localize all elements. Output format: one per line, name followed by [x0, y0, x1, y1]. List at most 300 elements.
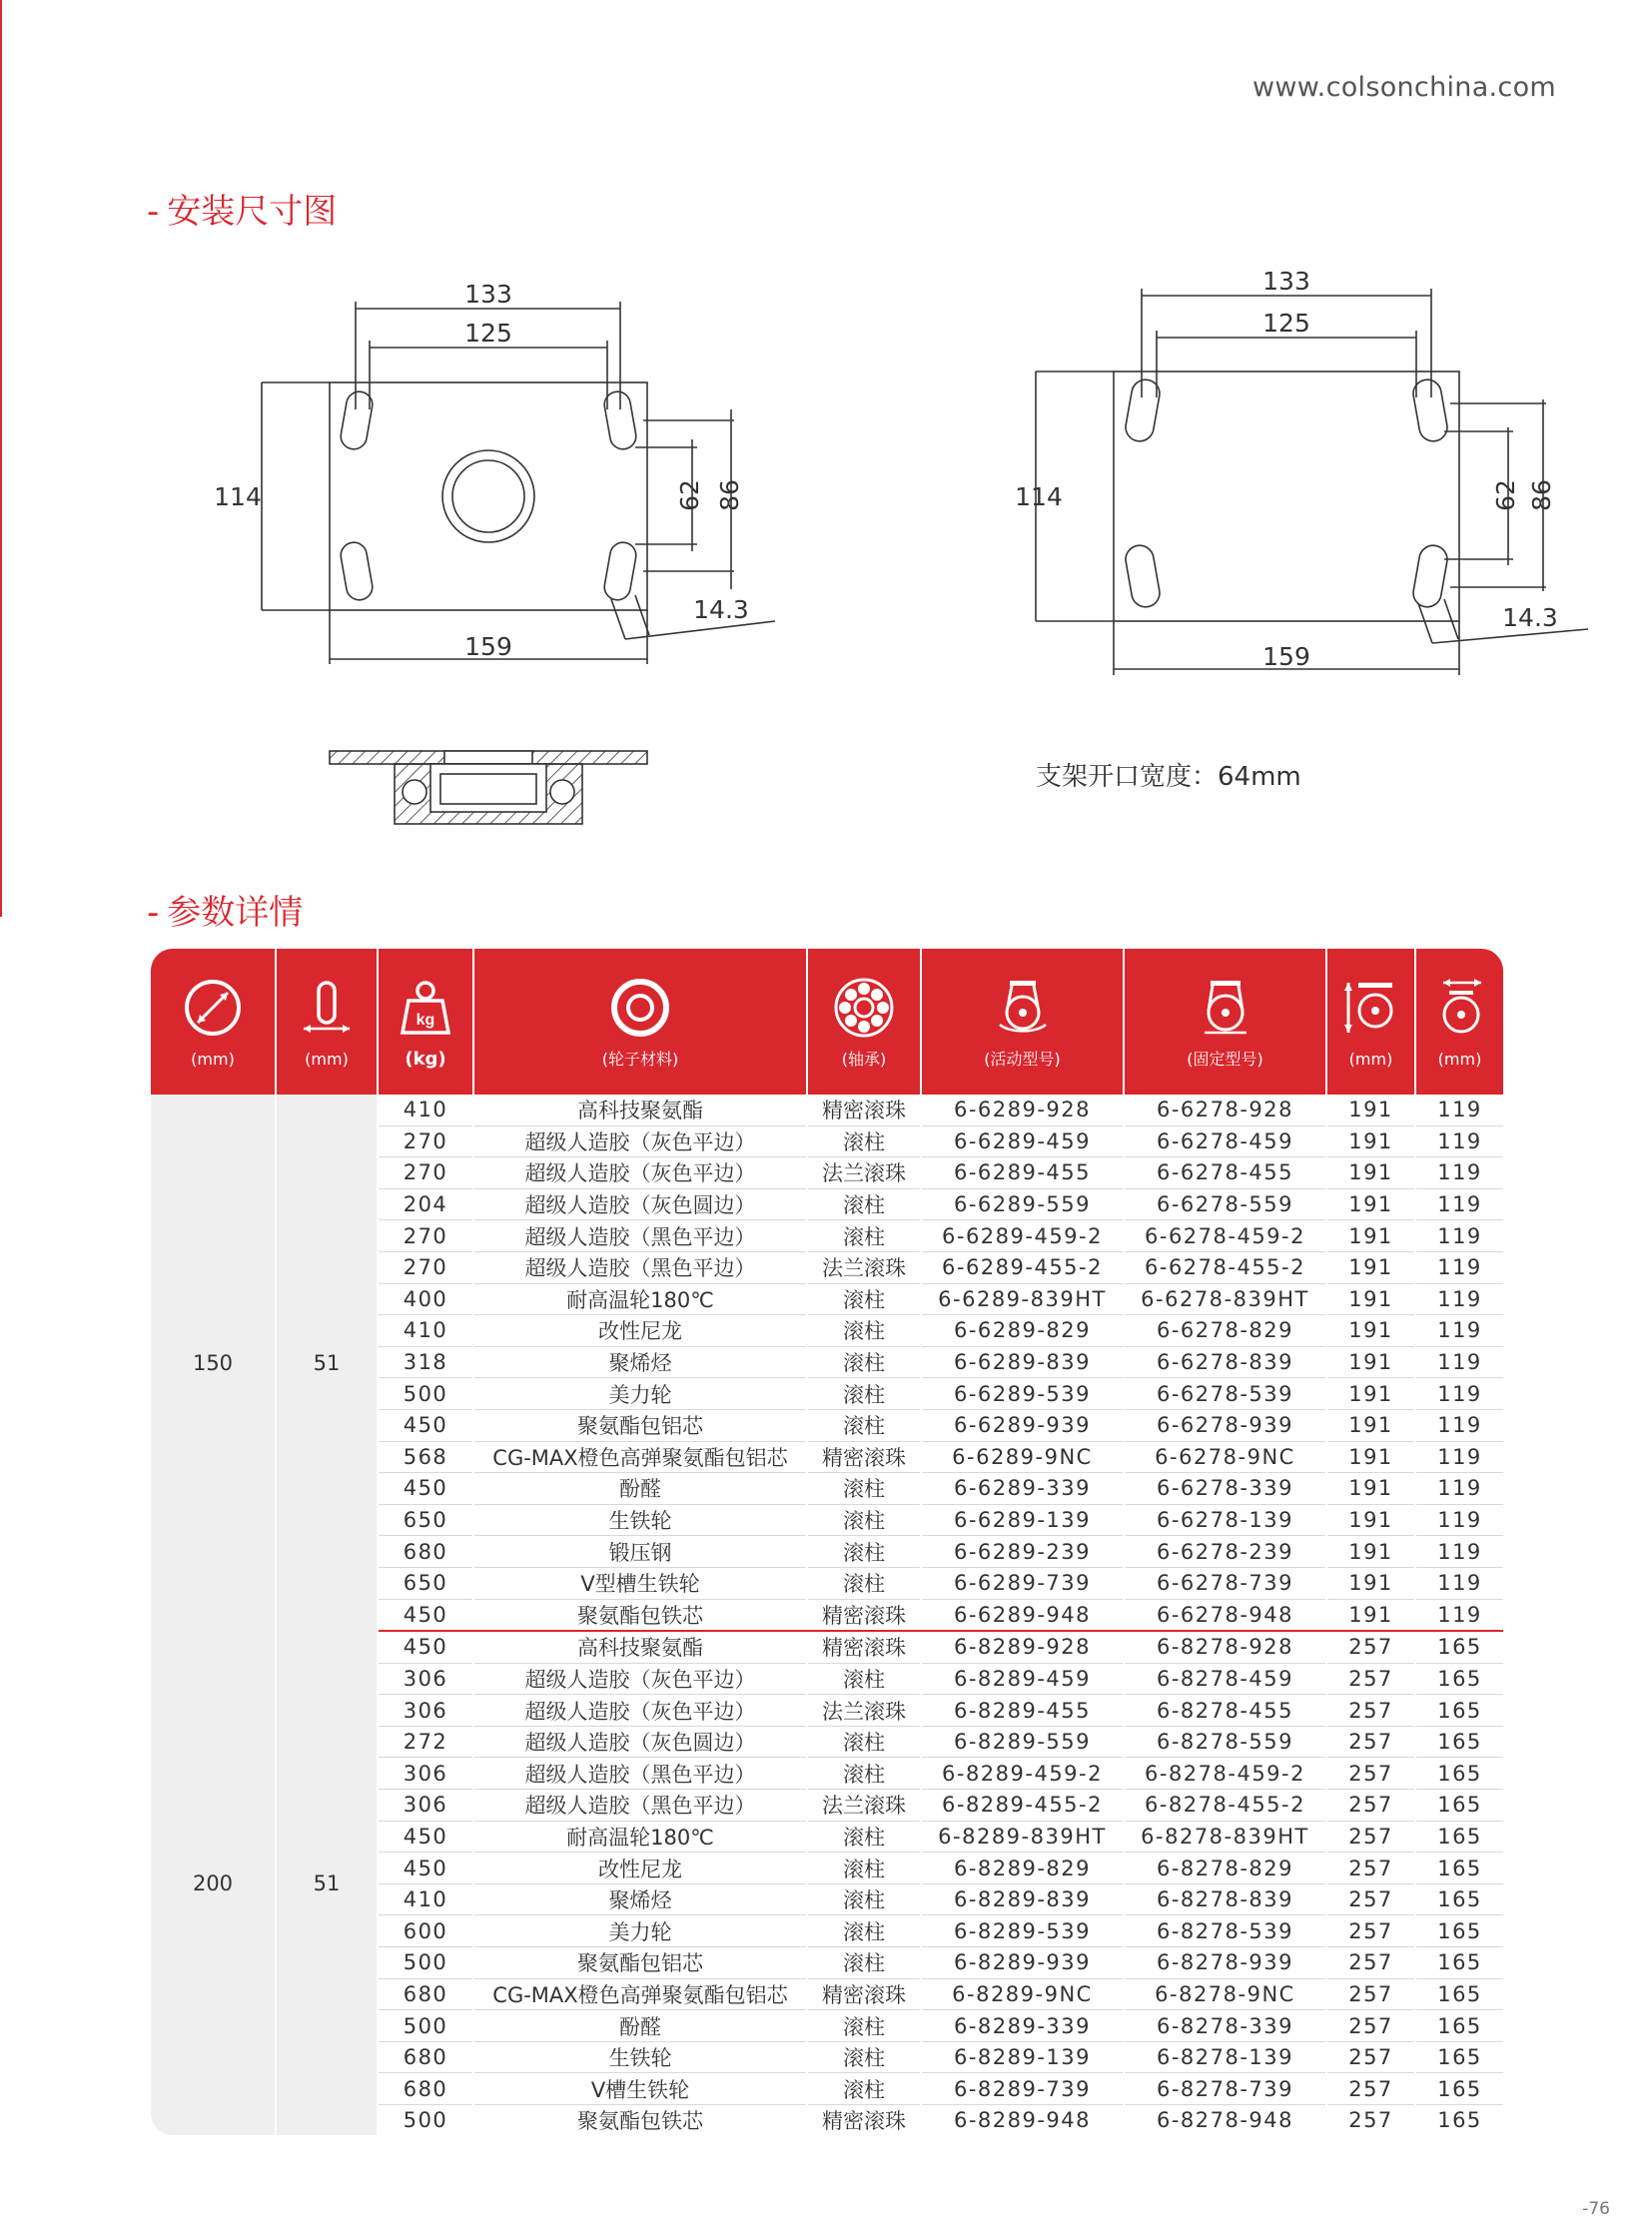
radius-cell: 165 — [1415, 1631, 1503, 1663]
height-cell: 257 — [1326, 2105, 1415, 2136]
bearing-cell: 滚柱 — [807, 1409, 921, 1441]
load-cell: 650 — [378, 1567, 473, 1599]
material-cell: 耐高温轮180℃ — [473, 1821, 807, 1853]
radius-cell: 119 — [1415, 1315, 1503, 1347]
swivel-model-cell: 6-8289-9NC — [921, 1978, 1124, 2010]
radius-cell: 119 — [1415, 1536, 1503, 1568]
load-cell: 270 — [378, 1157, 473, 1189]
group-diameter-cell: 150 — [151, 1095, 276, 1631]
page-number: -76 — [1582, 2199, 1610, 2219]
swivel-model-cell: 6-8289-739 — [921, 2073, 1124, 2105]
spec-table-body — [151, 1095, 1503, 2135]
load-cell: 204 — [378, 1188, 473, 1220]
swivel-model-cell: 6-6289-948 — [921, 1599, 1124, 1631]
bearing-cell: 法兰滚珠 — [807, 1251, 921, 1283]
material-cell: CG-MAX橙色高弹聚氨酯包铝芯 — [473, 1441, 807, 1473]
spec-table — [151, 949, 1503, 2135]
load-cell: 680 — [378, 2041, 473, 2073]
radius-cell: 119 — [1415, 1283, 1503, 1315]
radius-cell: 165 — [1415, 1978, 1503, 2010]
swivel-model-cell: 6-6289-839HT — [921, 1283, 1124, 1315]
left-center-hole-inner — [452, 460, 524, 532]
load-cell: 306 — [378, 1790, 473, 1822]
swivel-model-cell: 6-8289-455 — [921, 1695, 1124, 1727]
material-cell: 酚醛 — [473, 2010, 807, 2042]
right-slot-br — [1411, 543, 1449, 609]
bearing-cell: 滚柱 — [807, 1504, 921, 1536]
material-cell: 超级人造胶（灰色圆边） — [473, 1188, 807, 1220]
left-dim-62: 62 — [675, 479, 704, 511]
rigid-model-cell: 6-8278-839HT — [1124, 1821, 1326, 1853]
material-cell: 生铁轮 — [473, 1504, 807, 1536]
load-cell: 272 — [378, 1726, 473, 1758]
load-cell: 450 — [378, 1853, 473, 1884]
bearing-cell: 精密滚珠 — [807, 2105, 921, 2136]
bearing-cell: 法兰滚珠 — [807, 1790, 921, 1822]
height-cell: 191 — [1326, 1095, 1415, 1125]
height-cell: 257 — [1326, 1663, 1415, 1695]
height-cell: 191 — [1326, 1599, 1415, 1631]
rigid-model-cell: 6-8278-455 — [1124, 1695, 1326, 1727]
material-cell: 超级人造胶（黑色平边） — [473, 1220, 807, 1252]
radius-cell: 119 — [1415, 1378, 1503, 1410]
height-cell: 257 — [1326, 1947, 1415, 1979]
rigid-model-cell: 6-6278-739 — [1124, 1567, 1326, 1599]
material-cell: V槽生铁轮 — [473, 2073, 807, 2105]
load-cell: 450 — [378, 1631, 473, 1663]
swivel-model-cell: 6-6289-139 — [921, 1504, 1124, 1536]
header-label: (mm) — [1437, 1050, 1482, 1069]
rigid-model-cell: 6-8278-739 — [1124, 2073, 1326, 2105]
rigid-model-cell: 6-6278-928 — [1124, 1095, 1326, 1125]
rigid-model-cell: 6-8278-455-2 — [1124, 1790, 1326, 1822]
rigid-model-cell: 6-6278-839HT — [1124, 1283, 1326, 1315]
material-cell: 高科技聚氨酯 — [473, 1631, 807, 1663]
height-cell: 191 — [1326, 1441, 1415, 1473]
rigid-model-cell: 6-6278-455-2 — [1124, 1251, 1326, 1283]
material-cell: 超级人造胶（黑色平边） — [473, 1758, 807, 1790]
height-cell: 191 — [1326, 1220, 1415, 1252]
height-cell: 191 — [1326, 1283, 1415, 1315]
radius-cell: 165 — [1415, 1790, 1503, 1822]
radius-cell: 165 — [1415, 1821, 1503, 1853]
material-cell: 聚烯烃 — [473, 1883, 807, 1915]
radius-cell: 119 — [1415, 1251, 1503, 1283]
bearing-cell: 滚柱 — [807, 1346, 921, 1378]
load-cell: 500 — [378, 2010, 473, 2042]
material-cell: 锻压钢 — [473, 1536, 807, 1568]
swivel-model-cell: 6-6289-339 — [921, 1473, 1124, 1505]
bearing-cell: 精密滚珠 — [807, 1095, 921, 1125]
left-dim-114: 114 — [214, 482, 262, 511]
rigid-model-cell: 6-8278-839 — [1124, 1883, 1326, 1915]
load-cell: 410 — [378, 1315, 473, 1347]
bearing-icon — [833, 977, 895, 1039]
load-cell: 600 — [378, 1915, 473, 1947]
load-cell: 410 — [378, 1095, 473, 1125]
bearing-cell: 滚柱 — [807, 1125, 921, 1157]
radius-cell: 165 — [1415, 1663, 1503, 1695]
radius-cell: 165 — [1415, 1758, 1503, 1790]
bearing-cell: 滚柱 — [807, 1947, 921, 1979]
height-cell: 257 — [1326, 2010, 1415, 2042]
section-title-params — [147, 885, 303, 934]
rigid-model-cell: 6-6278-948 — [1124, 1599, 1326, 1631]
height-cell: 257 — [1326, 2041, 1415, 2073]
height-cell: 257 — [1326, 1821, 1415, 1853]
load-cell: 450 — [378, 1821, 473, 1853]
load-cell: 568 — [378, 1441, 473, 1473]
swivel-model-cell: 6-6289-939 — [921, 1409, 1124, 1441]
material-cell: 美力轮 — [473, 1915, 807, 1947]
material-cell: 超级人造胶（灰色平边） — [473, 1695, 807, 1727]
load-cell: 306 — [378, 1695, 473, 1727]
params-title-text: 参数详情 — [167, 893, 304, 933]
material-cell: 高科技聚氨酯 — [473, 1095, 807, 1125]
rigid-model-cell: 6-8278-948 — [1124, 2105, 1326, 2136]
bearing-cell: 法兰滚珠 — [807, 1695, 921, 1727]
swivel-model-cell: 6-6289-739 — [921, 1567, 1124, 1599]
header-swivel-radius — [1415, 949, 1503, 1095]
height-cell: 191 — [1326, 1409, 1415, 1441]
right-dim-133: 133 — [1262, 267, 1310, 296]
right-slot-bl — [1124, 543, 1162, 609]
right-dim-86: 86 — [1527, 479, 1556, 511]
radius-cell: 165 — [1415, 2105, 1503, 2136]
load-cell: 410 — [378, 1883, 473, 1915]
height-cell: 191 — [1326, 1473, 1415, 1505]
load-cell: 306 — [378, 1758, 473, 1790]
bearing-cell: 滚柱 — [807, 1915, 921, 1947]
rigid-model-cell: 6-8278-829 — [1124, 1853, 1326, 1884]
radius-cell: 119 — [1415, 1409, 1503, 1441]
radius-cell: 119 — [1415, 1567, 1503, 1599]
swivel-model-cell: 6-8289-559 — [921, 1726, 1124, 1758]
swivel-model-cell: 6-8289-339 — [921, 2010, 1124, 2042]
bearing-cell: 滚柱 — [807, 1726, 921, 1758]
right-dim-14-3: 14.3 — [1502, 603, 1558, 632]
left-dim-125: 125 — [464, 319, 512, 348]
rigid-model-cell: 6-8278-539 — [1124, 1915, 1326, 1947]
header-rigid-model — [1124, 949, 1326, 1095]
material-cell: 超级人造胶（灰色平边） — [473, 1663, 807, 1695]
left-slot-bl — [339, 540, 375, 602]
swivel-model-cell: 6-6289-839 — [921, 1346, 1124, 1378]
group-width-cell: 51 — [276, 1631, 378, 2135]
bearing-cell: 滚柱 — [807, 1758, 921, 1790]
height-cell: 257 — [1326, 1758, 1415, 1790]
height-cell: 257 — [1326, 1883, 1415, 1915]
wheel-material-icon — [609, 977, 671, 1039]
height-cell: 191 — [1326, 1251, 1415, 1283]
radius-cell: 165 — [1415, 1726, 1503, 1758]
load-weight-icon — [395, 977, 456, 1039]
radius-cell: 119 — [1415, 1157, 1503, 1189]
load-cell: 500 — [378, 1378, 473, 1410]
bearing-cell: 滚柱 — [807, 1567, 921, 1599]
radius-cell: 119 — [1415, 1346, 1503, 1378]
radius-cell: 119 — [1415, 1441, 1503, 1473]
title-dash: - — [147, 192, 160, 232]
height-cell: 191 — [1326, 1157, 1415, 1189]
load-cell: 500 — [378, 2105, 473, 2136]
height-cell: 191 — [1326, 1315, 1415, 1347]
bearing-cell: 滚柱 — [807, 1536, 921, 1568]
swivel-model-cell: 6-6289-239 — [921, 1536, 1124, 1568]
rigid-model-cell: 6-6278-559 — [1124, 1188, 1326, 1220]
height-cell: 191 — [1326, 1346, 1415, 1378]
load-cell: 680 — [378, 1536, 473, 1568]
material-cell: 耐高温轮180℃ — [473, 1283, 807, 1315]
swivel-model-cell: 6-8289-459 — [921, 1663, 1124, 1695]
left-dim-86: 86 — [715, 479, 744, 511]
rigid-model-cell: 6-8278-559 — [1124, 1726, 1326, 1758]
radius-cell: 119 — [1415, 1473, 1503, 1505]
rigid-model-cell: 6-8278-459-2 — [1124, 1758, 1326, 1790]
rigid-model-cell: 6-8278-928 — [1124, 1631, 1326, 1663]
swivel-model-cell: 6-6289-9NC — [921, 1441, 1124, 1473]
load-cell: 450 — [378, 1599, 473, 1631]
radius-cell: 165 — [1415, 1695, 1503, 1727]
height-cell: 257 — [1326, 1631, 1415, 1663]
radius-cell: 165 — [1415, 2010, 1503, 2042]
load-cell: 680 — [378, 2073, 473, 2105]
height-cell: 257 — [1326, 1695, 1415, 1727]
height-cell: 257 — [1326, 1726, 1415, 1758]
left-dim-133: 133 — [464, 280, 512, 309]
header-label: (活动型号) — [984, 1050, 1061, 1069]
website-url[interactable]: www.colsonchina.com — [1252, 72, 1556, 103]
bearing-cell: 滚柱 — [807, 2010, 921, 2042]
swivel-model-cell: 6-8289-459-2 — [921, 1758, 1124, 1790]
bearing-cell: 滚柱 — [807, 1853, 921, 1884]
header-bearing — [807, 949, 921, 1095]
rigid-model-cell: 6-8278-339 — [1124, 2010, 1326, 2042]
bearing-cell: 精密滚珠 — [807, 1599, 921, 1631]
swivel-model-cell: 6-8289-139 — [921, 2041, 1124, 2073]
bearing-cell: 滚柱 — [807, 1315, 921, 1347]
material-cell: 改性尼龙 — [473, 1315, 807, 1347]
rigid-model-cell: 6-6278-459-2 — [1124, 1220, 1326, 1252]
material-cell: 酚醛 — [473, 1473, 807, 1505]
left-plate-outline — [330, 382, 647, 610]
right-plate-outline — [1114, 372, 1459, 621]
material-cell: 生铁轮 — [473, 2041, 807, 2073]
load-cell: 650 — [378, 1504, 473, 1536]
rigid-model-cell: 6-6278-459 — [1124, 1125, 1326, 1157]
right-dim-125: 125 — [1262, 309, 1310, 338]
group-diameter-cell: 200 — [151, 1631, 276, 2135]
header-label: (轮子材料) — [601, 1050, 679, 1069]
wheel-diameter-icon — [182, 977, 244, 1039]
header-label: (轴承) — [841, 1050, 887, 1069]
rigid-caster-icon — [1195, 977, 1256, 1039]
right-dim-159: 159 — [1262, 642, 1310, 671]
load-cell: 500 — [378, 1947, 473, 1979]
swivel-model-cell: 6-6289-455-2 — [921, 1251, 1124, 1283]
radius-cell: 165 — [1415, 1947, 1503, 1979]
material-cell: 聚氨酯包铁芯 — [473, 2105, 807, 2136]
rigid-model-cell: 6-8278-459 — [1124, 1663, 1326, 1695]
left-center-hole-outer — [442, 450, 534, 542]
bearing-cell: 法兰滚珠 — [807, 1157, 921, 1189]
swivel-model-cell: 6-8289-839HT — [921, 1821, 1124, 1853]
header-label: (固定型号) — [1187, 1050, 1263, 1069]
header-label: (mm) — [1348, 1050, 1393, 1069]
spec-table-container — [151, 949, 1503, 2135]
table-header-row — [151, 949, 1503, 1095]
height-cell: 191 — [1326, 1504, 1415, 1536]
bearing-cell: 滚柱 — [807, 1473, 921, 1505]
left-dim-14-3: 14.3 — [693, 595, 749, 624]
height-cell: 257 — [1326, 1790, 1415, 1822]
bearing-cell: 滚柱 — [807, 1883, 921, 1915]
title-dash: - — [147, 893, 160, 933]
load-cell: 318 — [378, 1346, 473, 1378]
load-cell: 400 — [378, 1283, 473, 1315]
bearing-cell: 精密滚珠 — [807, 1441, 921, 1473]
radius-cell: 165 — [1415, 1853, 1503, 1884]
bearing-cell: 滚柱 — [807, 1821, 921, 1853]
rigid-model-cell: 6-6278-9NC — [1124, 1441, 1326, 1473]
right-dim-62: 62 — [1491, 479, 1520, 511]
swivel-model-cell: 6-6289-455 — [921, 1157, 1124, 1189]
rigid-model-cell: 6-6278-455 — [1124, 1157, 1326, 1189]
swivel-model-cell: 6-8289-829 — [921, 1853, 1124, 1884]
material-cell: 美力轮 — [473, 1378, 807, 1410]
load-cell: 450 — [378, 1409, 473, 1441]
swivel-model-cell: 6-8289-455-2 — [921, 1790, 1124, 1822]
header-label: (kg) — [405, 1049, 446, 1070]
bracket-opening-width: 支架开口宽度：64mm — [1036, 762, 1301, 792]
material-cell: 超级人造胶（黑色平边） — [473, 1251, 807, 1283]
height-cell: 257 — [1326, 2073, 1415, 2105]
rigid-model-cell: 6-6278-539 — [1124, 1378, 1326, 1410]
header-label: (mm) — [305, 1050, 349, 1069]
material-cell: 超级人造胶（灰色圆边） — [473, 1726, 807, 1758]
height-cell: 191 — [1326, 1188, 1415, 1220]
header-width — [276, 949, 378, 1095]
radius-cell: 119 — [1415, 1220, 1503, 1252]
material-cell: 聚氨酯包铝芯 — [473, 1947, 807, 1979]
side-section-view — [330, 751, 647, 824]
swivel-model-cell: 6-8289-939 — [921, 1947, 1124, 1979]
swivel-model-cell: 6-8289-928 — [921, 1631, 1124, 1663]
swivel-model-cell: 6-6289-559 — [921, 1188, 1124, 1220]
header-material — [473, 949, 807, 1095]
bearing-cell: 滚柱 — [807, 1188, 921, 1220]
material-cell: 超级人造胶（灰色平边） — [473, 1125, 807, 1157]
rigid-model-cell: 6-8278-139 — [1124, 2041, 1326, 2073]
wheel-width-icon — [296, 977, 358, 1039]
material-cell: 聚烯烃 — [473, 1346, 807, 1378]
left-slot-br — [602, 540, 638, 602]
bearing-cell: 精密滚珠 — [807, 1631, 921, 1663]
material-cell: CG-MAX橙色高弹聚氨酯包铝芯 — [473, 1978, 807, 2010]
radius-cell: 165 — [1415, 2073, 1503, 2105]
header-label: (mm) — [191, 1050, 235, 1069]
swivel-model-cell: 6-8289-539 — [921, 1915, 1124, 1947]
load-cell: 270 — [378, 1125, 473, 1157]
left-dim-159: 159 — [464, 632, 512, 661]
installation-drawings — [0, 0, 1652, 859]
height-cell: 257 — [1326, 1853, 1415, 1884]
load-cell: 270 — [378, 1220, 473, 1252]
rigid-model-cell: 6-8278-939 — [1124, 1947, 1326, 1979]
bearing-cell: 滚柱 — [807, 1283, 921, 1315]
height-cell: 257 — [1326, 1978, 1415, 2010]
radius-cell: 165 — [1415, 1883, 1503, 1915]
material-cell: V型槽生铁轮 — [473, 1567, 807, 1599]
table-row — [151, 1631, 1503, 1663]
height-cell: 257 — [1326, 1915, 1415, 1947]
rigid-model-cell: 6-6278-239 — [1124, 1536, 1326, 1568]
material-cell: 超级人造胶（灰色平边） — [473, 1157, 807, 1189]
radius-cell: 119 — [1415, 1599, 1503, 1631]
right-dim-114: 114 — [1015, 482, 1063, 511]
height-cell: 191 — [1326, 1378, 1415, 1410]
bearing-cell: 滚柱 — [807, 2041, 921, 2073]
swivel-caster-icon — [992, 977, 1054, 1039]
swivel-model-cell: 6-8289-839 — [921, 1883, 1124, 1915]
bearing-cell: 滚柱 — [807, 1663, 921, 1695]
load-cell: 306 — [378, 1663, 473, 1695]
bearing-cell: 精密滚珠 — [807, 1978, 921, 2010]
rigid-model-cell: 6-6278-839 — [1124, 1346, 1326, 1378]
overall-height-icon — [1340, 977, 1402, 1039]
rigid-model-cell: 6-6278-829 — [1124, 1315, 1326, 1347]
load-cell: 270 — [378, 1251, 473, 1283]
header-diameter — [151, 949, 276, 1095]
material-cell: 聚氨酯包铝芯 — [473, 1409, 807, 1441]
svg-text:kg: kg — [415, 1012, 435, 1029]
swivel-model-cell: 6-6289-928 — [921, 1095, 1124, 1125]
material-cell: 聚氨酯包铁芯 — [473, 1599, 807, 1631]
rigid-model-cell: 6-8278-9NC — [1124, 1978, 1326, 2010]
radius-cell: 119 — [1415, 1188, 1503, 1220]
swivel-model-cell: 6-8289-948 — [921, 2105, 1124, 2136]
rigid-model-cell: 6-6278-939 — [1124, 1409, 1326, 1441]
bearing-cell: 滚柱 — [807, 1220, 921, 1252]
swivel-model-cell: 6-6289-459 — [921, 1125, 1124, 1157]
swivel-radius-icon — [1429, 977, 1491, 1039]
radius-cell: 119 — [1415, 1125, 1503, 1157]
table-row — [151, 1095, 1503, 1125]
material-cell: 改性尼龙 — [473, 1853, 807, 1884]
install-title-text: 安装尺寸图 — [167, 192, 338, 232]
rigid-model-cell: 6-6278-139 — [1124, 1504, 1326, 1536]
load-cell: 680 — [378, 1978, 473, 2010]
height-cell: 191 — [1326, 1536, 1415, 1568]
bearing-cell: 滚柱 — [807, 2073, 921, 2105]
swivel-model-cell: 6-6289-829 — [921, 1315, 1124, 1347]
height-cell: 191 — [1326, 1125, 1415, 1157]
radius-cell: 119 — [1415, 1504, 1503, 1536]
radius-cell: 165 — [1415, 1915, 1503, 1947]
header-overall-height — [1326, 949, 1415, 1095]
radius-cell: 119 — [1415, 1095, 1503, 1125]
material-cell: 超级人造胶（黑色平边） — [473, 1790, 807, 1822]
header-swivel-model — [921, 949, 1124, 1095]
radius-cell: 165 — [1415, 2041, 1503, 2073]
rigid-model-cell: 6-6278-339 — [1124, 1473, 1326, 1505]
header-load — [378, 949, 473, 1095]
swivel-model-cell: 6-6289-539 — [921, 1378, 1124, 1410]
load-cell: 450 — [378, 1473, 473, 1505]
swivel-model-cell: 6-6289-459-2 — [921, 1220, 1124, 1252]
height-cell: 191 — [1326, 1567, 1415, 1599]
group-width-cell: 51 — [276, 1095, 378, 1631]
